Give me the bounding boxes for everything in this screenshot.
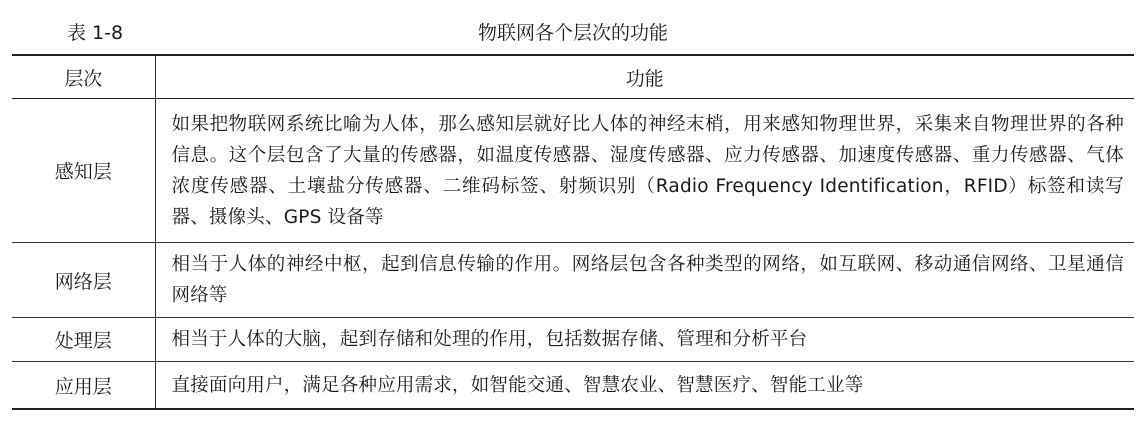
function-cell: 如果把物联网系统比喻为人体，那么感知层就好比人体的神经末梢，用来感知物理世界，采集来自物理世界的各种信息。这个层包含了大量的传感器，如温度传感器、湿度传感器、应力传感器、加速度传感器、重力传感器、气体浓度传感器、土壤盐分传感器、二维码标签、射频识别（Radio Frequency Identification，RFID）标签和读写器、摄像头、GPS 设备等: [171, 113, 1124, 228]
header-layer: 层次: [12, 55, 155, 99]
function-cell: 相当于人体的神经中枢，起到信息传输的作用。网络层包含各种类型的网络，如互联网、移动通信网络、卫星通信网络等: [171, 254, 1124, 306]
table-row: [12, 243, 1134, 318]
table-row: [12, 362, 1134, 410]
function-cell: 相当于人体的大脑，起到存储和处理的作用，包括数据存储、管理和分析平台: [171, 329, 808, 350]
table-number: 表 1-8: [67, 22, 124, 44]
table-row: [12, 99, 1134, 243]
table-title: 物联网各个层次的功能: [477, 22, 668, 44]
header-function: 功能: [625, 67, 664, 90]
layer-cell: 网络层: [12, 243, 155, 318]
iot-layers-table: [12, 54, 1134, 410]
function-cell: 直接面向用户，满足各种应用需求，如智能交通、智慧农业、智慧医疗、智能工业等: [171, 374, 864, 396]
layer-cell: 感知层: [12, 99, 155, 243]
table-row: [12, 318, 1134, 362]
table-caption: [0, 18, 1146, 48]
table-header-row: [12, 55, 1134, 99]
layer-cell: 应用层: [12, 362, 155, 410]
layer-cell: 处理层: [12, 318, 155, 362]
